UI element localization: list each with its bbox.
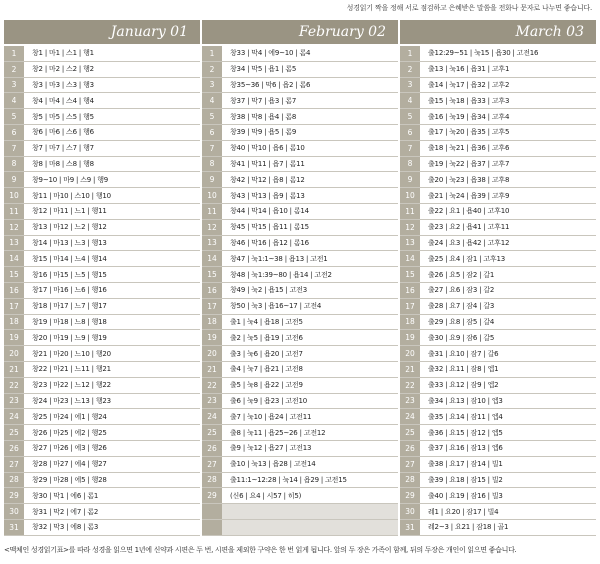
reading-row (202, 157, 398, 173)
day-number: 16 (4, 283, 24, 298)
reading-row (400, 109, 596, 125)
reading-passages: 출21 | 눅24 | 욥39 | 고후9 (420, 188, 596, 203)
reading-row (4, 504, 200, 520)
day-number: 12 (202, 220, 222, 235)
reading-passages: 출28 | 요7 | 잠4 | 갈3 (420, 299, 596, 314)
month-title: March 03 (400, 20, 596, 44)
day-number: 18 (400, 315, 420, 330)
day-number: 30 (4, 504, 24, 519)
reading-passages: 창9~10 | 마9 | 스9 | 행9 (24, 172, 200, 187)
reading-passages: 출16 | 눅19 | 욥34 | 고후4 (420, 109, 596, 124)
reading-row (400, 346, 596, 362)
reading-passages: 출32 | 요11 | 잠8 | 엡1 (420, 362, 596, 377)
reading-row (202, 520, 398, 536)
reading-passages: 창32 | 막3 | 에8 | 롬3 (24, 520, 200, 535)
reading-row (4, 315, 200, 331)
day-number: 15 (4, 267, 24, 282)
day-number: 27 (400, 457, 420, 472)
day-number: 12 (4, 220, 24, 235)
reading-row (202, 425, 398, 441)
reading-row (4, 93, 200, 109)
reading-row (400, 125, 596, 141)
reading-row (202, 204, 398, 220)
day-number: 19 (4, 330, 24, 345)
day-number: 6 (202, 125, 222, 140)
reading-passages: 출33 | 요12 | 잠9 | 엡2 (420, 378, 596, 393)
reading-row (202, 220, 398, 236)
reading-row (4, 457, 200, 473)
day-number: 15 (202, 267, 222, 282)
reading-list (202, 46, 398, 536)
reading-passages: 창38 | 막8 | 욥4 | 롬8 (222, 109, 398, 124)
reading-row (4, 236, 200, 252)
day-number: 8 (202, 157, 222, 172)
reading-row (4, 330, 200, 346)
day-number: 27 (4, 457, 24, 472)
day-number: 8 (400, 157, 420, 172)
reading-passages: 출13 | 눅16 | 욥31 | 고후1 (420, 62, 596, 77)
reading-passages: 레1 | 요20 | 잠17 | 빌4 (420, 504, 596, 519)
reading-passages: 출11:1~12:28 | 눅14 | 욥29 | 고전15 (222, 473, 398, 488)
reading-passages: 창15 | 마14 | 느4 | 행14 (24, 251, 200, 266)
reading-passages: 출3 | 눅6 | 욥20 | 고전7 (222, 346, 398, 361)
reading-passages: 창46 | 막16 | 욥12 | 롬16 (222, 236, 398, 251)
day-number: 20 (4, 346, 24, 361)
reading-row (4, 283, 200, 299)
reading-passages: 창8 | 마8 | 스8 | 행8 (24, 157, 200, 172)
reading-row (400, 251, 596, 267)
reading-passages: 창18 | 마17 | 느7 | 행17 (24, 299, 200, 314)
day-number: 11 (202, 204, 222, 219)
reading-row (400, 267, 596, 283)
day-number: 20 (400, 346, 420, 361)
day-number: 30 (400, 504, 420, 519)
day-number: 22 (4, 378, 24, 393)
reading-passages (222, 520, 398, 535)
reading-row (202, 409, 398, 425)
reading-passages: 창25 | 마24 | 에1 | 행24 (24, 409, 200, 424)
reading-passages: 창22 | 마21 | 느11 | 행21 (24, 362, 200, 377)
reading-passages: 창33 | 막4 | 에9~10 | 롬4 (222, 46, 398, 61)
reading-passages: 창31 | 막2 | 에7 | 롬2 (24, 504, 200, 519)
day-number: 4 (400, 93, 420, 108)
reading-passages: 창37 | 막7 | 욥3 | 롬7 (222, 93, 398, 108)
month-column-february (202, 20, 398, 536)
reading-passages: 출35 | 요14 | 잠11 | 엡4 (420, 409, 596, 424)
reading-row (400, 473, 596, 489)
day-number: 21 (400, 362, 420, 377)
reading-row (202, 299, 398, 315)
day-number (202, 504, 222, 519)
day-number: 22 (202, 378, 222, 393)
day-number: 18 (202, 315, 222, 330)
day-number: 9 (202, 172, 222, 187)
reading-row (400, 504, 596, 520)
reading-row (202, 330, 398, 346)
reading-row (4, 267, 200, 283)
reading-passages: 출34 | 요13 | 잠10 | 엡3 (420, 394, 596, 409)
month-column-march (400, 20, 596, 536)
reading-row (202, 78, 398, 94)
reading-passages: 출25 | 요4 | 잠1 | 고후13 (420, 251, 596, 266)
day-number: 2 (400, 62, 420, 77)
day-number: 25 (400, 425, 420, 440)
reading-passages: 출19 | 눅22 | 욥37 | 고후7 (420, 157, 596, 172)
reading-passages: 창20 | 마19 | 느9 | 행19 (24, 330, 200, 345)
day-number: 13 (400, 236, 420, 251)
reading-row (400, 299, 596, 315)
reading-passages: 창35~36 | 막6 | 욥2 | 롬6 (222, 78, 398, 93)
day-number (202, 520, 222, 535)
reading-row (400, 330, 596, 346)
reading-row (400, 488, 596, 504)
reading-passages: 출40 | 요19 | 잠16 | 빌3 (420, 488, 596, 503)
reading-passages: 출37 | 요16 | 잠13 | 엡6 (420, 441, 596, 456)
reading-passages: 출7 | 눅10 | 욥24 | 고전11 (222, 409, 398, 424)
month-column-january (4, 20, 200, 536)
reading-row (400, 62, 596, 78)
day-number: 23 (202, 394, 222, 409)
reading-passages: 출9 | 눅12 | 욥27 | 고전13 (222, 441, 398, 456)
day-number: 1 (400, 46, 420, 61)
reading-passages: 창49 | 눅2 | 욥15 | 고전3 (222, 283, 398, 298)
day-number: 17 (400, 299, 420, 314)
top-note: 성경읽기 짝을 정해 서로 점검하고 은혜받은 말씀을 전화나 문자로 나누면 좋습니다. (346, 4, 592, 12)
reading-row (4, 188, 200, 204)
day-number: 23 (400, 394, 420, 409)
reading-passages: 창3 | 마3 | 스3 | 행3 (24, 78, 200, 93)
reading-row (400, 520, 596, 536)
reading-passages: 창7 | 마7 | 스7 | 행7 (24, 141, 200, 156)
reading-row (202, 125, 398, 141)
day-number: 3 (202, 78, 222, 93)
reading-passages: 출8 | 눅11 | 욥25~26 | 고전12 (222, 425, 398, 440)
day-number: 10 (202, 188, 222, 203)
reading-row (202, 172, 398, 188)
reading-row (202, 283, 398, 299)
day-number: 7 (202, 141, 222, 156)
reading-passages: 출23 | 요2 | 욥41 | 고후11 (420, 220, 596, 235)
day-number: 11 (400, 204, 420, 219)
reading-row (202, 109, 398, 125)
reading-row (400, 204, 596, 220)
day-number: 10 (400, 188, 420, 203)
day-number: 6 (400, 125, 420, 140)
reading-row (4, 362, 200, 378)
reading-passages: 출10 | 눅13 | 욥28 | 고전14 (222, 457, 398, 472)
day-number: 5 (4, 109, 24, 124)
day-number: 31 (4, 520, 24, 535)
reading-row (4, 62, 200, 78)
day-number: 4 (202, 93, 222, 108)
day-number: 3 (400, 78, 420, 93)
day-number: 19 (400, 330, 420, 345)
reading-list (4, 46, 200, 536)
reading-passages: 레2~3 | 요21 | 잠18 | 골1 (420, 520, 596, 535)
reading-row (400, 157, 596, 173)
day-number: 6 (4, 125, 24, 140)
reading-passages: 창12 | 마11 | 느1 | 행11 (24, 204, 200, 219)
day-number: 9 (4, 172, 24, 187)
day-number: 1 (202, 46, 222, 61)
day-number: 14 (4, 251, 24, 266)
day-number: 17 (4, 299, 24, 314)
reading-passages: 창44 | 막14 | 욥10 | 롬14 (222, 204, 398, 219)
day-number: 1 (4, 46, 24, 61)
reading-passages: 출30 | 요9 | 잠6 | 갈5 (420, 330, 596, 345)
reading-row (4, 109, 200, 125)
reading-row (202, 188, 398, 204)
reading-row (400, 236, 596, 252)
day-number: 24 (4, 409, 24, 424)
reading-passages: 출2 | 눅5 | 욥19 | 고전6 (222, 330, 398, 345)
reading-passages: 출4 | 눅7 | 욥21 | 고전8 (222, 362, 398, 377)
reading-row (400, 78, 596, 94)
reading-passages: 창41 | 막11 | 욥7 | 롬11 (222, 157, 398, 172)
day-number: 29 (400, 488, 420, 503)
reading-passages: 출29 | 요8 | 잠5 | 갈4 (420, 315, 596, 330)
day-number: 22 (400, 378, 420, 393)
reading-row (4, 251, 200, 267)
day-number: 23 (4, 394, 24, 409)
day-number: 26 (202, 441, 222, 456)
reading-passages: 창11 | 마10 | 스10 | 행10 (24, 188, 200, 203)
reading-row (202, 315, 398, 331)
reading-passages: 창24 | 마23 | 느13 | 행23 (24, 394, 200, 409)
reading-passages: 창5 | 마5 | 스5 | 행5 (24, 109, 200, 124)
reading-row (202, 441, 398, 457)
reading-passages: 창47 | 눅1:1~38 | 욥13 | 고전1 (222, 251, 398, 266)
reading-row (4, 441, 200, 457)
reading-passages: 창1 | 마1 | 스1 | 행1 (24, 46, 200, 61)
reading-row (4, 204, 200, 220)
reading-passages: 출12:29~51 | 눅15 | 욥30 | 고전16 (420, 46, 596, 61)
reading-row (202, 236, 398, 252)
reading-row (202, 93, 398, 109)
reading-passages: 창4 | 마4 | 스4 | 행4 (24, 93, 200, 108)
reading-passages: 출1 | 눅4 | 욥18 | 고전5 (222, 315, 398, 330)
reading-passages: 창26 | 마25 | 에2 | 행25 (24, 425, 200, 440)
reading-passages: 창13 | 마12 | 느2 | 행12 (24, 220, 200, 235)
reading-row (400, 141, 596, 157)
day-number: 12 (400, 220, 420, 235)
reading-passages: 창17 | 마16 | 느6 | 행16 (24, 283, 200, 298)
reading-row (202, 488, 398, 504)
reading-passages: 창34 | 막5 | 욥1 | 롬5 (222, 62, 398, 77)
month-title: January 01 (4, 20, 200, 44)
reading-passages: 창19 | 마18 | 느8 | 행18 (24, 315, 200, 330)
day-number: 21 (202, 362, 222, 377)
reading-row (400, 425, 596, 441)
reading-passages: 창42 | 막12 | 욥8 | 롬12 (222, 172, 398, 187)
reading-passages: 출36 | 요15 | 잠12 | 엡5 (420, 425, 596, 440)
reading-row (202, 504, 398, 520)
day-number: 2 (202, 62, 222, 77)
reading-passages: 창45 | 막15 | 욥11 | 롬15 (222, 220, 398, 235)
reading-row (400, 378, 596, 394)
reading-row (4, 394, 200, 410)
reading-passages (222, 504, 398, 519)
reading-row (4, 425, 200, 441)
reading-passages: 출20 | 눅23 | 욥38 | 고후8 (420, 172, 596, 187)
day-number: 25 (202, 425, 222, 440)
reading-passages: 창29 | 마28 | 에5 | 행28 (24, 473, 200, 488)
reading-row (4, 520, 200, 536)
reading-row (202, 378, 398, 394)
day-number: 5 (400, 109, 420, 124)
reading-passages: 출31 | 요10 | 잠7 | 갈6 (420, 346, 596, 361)
reading-row (202, 346, 398, 362)
day-number: 3 (4, 78, 24, 93)
reading-row (4, 46, 200, 62)
day-number: 14 (400, 251, 420, 266)
reading-passages: 출26 | 요5 | 잠2 | 갈1 (420, 267, 596, 282)
day-number: 10 (4, 188, 24, 203)
reading-row (4, 78, 200, 94)
reading-passages: 창48 | 눅1:39~80 | 욥14 | 고전2 (222, 267, 398, 282)
day-number: 29 (4, 488, 24, 503)
reading-row (400, 172, 596, 188)
day-number: 11 (4, 204, 24, 219)
reading-passages: 창40 | 막10 | 욥6 | 롬10 (222, 141, 398, 156)
reading-row (202, 46, 398, 62)
day-number: 25 (4, 425, 24, 440)
reading-passages: 창23 | 마22 | 느12 | 행22 (24, 378, 200, 393)
reading-row (202, 62, 398, 78)
reading-passages: 창30 | 막1 | 에6 | 롬1 (24, 488, 200, 503)
reading-passages: 출22 | 요1 | 욥40 | 고후10 (420, 204, 596, 219)
reading-row (400, 409, 596, 425)
reading-passages: 출6 | 눅9 | 욥23 | 고전10 (222, 394, 398, 409)
day-number: 8 (4, 157, 24, 172)
reading-row (400, 93, 596, 109)
reading-row (4, 473, 200, 489)
reading-list (400, 46, 596, 536)
day-number: 27 (202, 457, 222, 472)
day-number: 16 (202, 283, 222, 298)
reading-row (4, 220, 200, 236)
day-number: 2 (4, 62, 24, 77)
reading-passages: 창27 | 마26 | 에3 | 행26 (24, 441, 200, 456)
reading-passages: 출5 | 눅8 | 욥22 | 고전9 (222, 378, 398, 393)
day-number: 13 (202, 236, 222, 251)
reading-row (202, 394, 398, 410)
reading-row (400, 315, 596, 331)
reading-row (400, 457, 596, 473)
day-number: 28 (4, 473, 24, 488)
reading-row (4, 141, 200, 157)
day-number: 26 (400, 441, 420, 456)
reading-row (202, 251, 398, 267)
day-number: 18 (4, 315, 24, 330)
day-number: 28 (400, 473, 420, 488)
reading-passages: 창2 | 마2 | 스2 | 행2 (24, 62, 200, 77)
day-number: 7 (400, 141, 420, 156)
reading-passages: 창43 | 막13 | 욥9 | 롬13 (222, 188, 398, 203)
month-title: February 02 (202, 20, 398, 44)
day-number: 4 (4, 93, 24, 108)
reading-passages: 출17 | 눅20 | 욥35 | 고후5 (420, 125, 596, 140)
day-number: 5 (202, 109, 222, 124)
day-number: 14 (202, 251, 222, 266)
reading-passages: 출24 | 요3 | 욥42 | 고후12 (420, 236, 596, 251)
day-number: 16 (400, 283, 420, 298)
reading-passages: 창6 | 마6 | 스6 | 행6 (24, 125, 200, 140)
day-number: 15 (400, 267, 420, 282)
reading-row (202, 473, 398, 489)
reading-row (4, 346, 200, 362)
day-number: 31 (400, 520, 420, 535)
reading-row (400, 220, 596, 236)
reading-row (400, 441, 596, 457)
bottom-note: <맥체인 성경읽기표>를 따라 성경을 읽으면 1년에 신약과 시편은 두 번, 시편을 제외한 구약은 한 번 읽게 됩니다. 앞의 두 장은 가족이 함께, 뒤의 두장은 개인이 읽으면 좋습니다. (4, 546, 517, 554)
day-number: 29 (202, 488, 222, 503)
reading-row (400, 283, 596, 299)
reading-row (400, 394, 596, 410)
reading-passages: (신6 | 요4 | 시57 | 히5) (222, 488, 398, 503)
day-number: 26 (4, 441, 24, 456)
day-number: 13 (4, 236, 24, 251)
reading-passages: 출39 | 요18 | 잠15 | 빌2 (420, 473, 596, 488)
reading-passages: 출38 | 요17 | 잠14 | 빌1 (420, 457, 596, 472)
day-number: 28 (202, 473, 222, 488)
day-number: 17 (202, 299, 222, 314)
reading-row (4, 172, 200, 188)
day-number: 24 (400, 409, 420, 424)
reading-row (4, 409, 200, 425)
reading-passages: 출18 | 눅21 | 욥36 | 고후6 (420, 141, 596, 156)
reading-passages: 창14 | 마13 | 느3 | 행13 (24, 236, 200, 251)
reading-passages: 출27 | 요6 | 잠3 | 갈2 (420, 283, 596, 298)
day-number: 9 (400, 172, 420, 187)
reading-row (400, 188, 596, 204)
day-number: 24 (202, 409, 222, 424)
reading-row (4, 378, 200, 394)
reading-row (202, 362, 398, 378)
reading-passages: 창39 | 막9 | 욥5 | 롬9 (222, 125, 398, 140)
day-number: 20 (202, 346, 222, 361)
reading-row (4, 157, 200, 173)
reading-passages: 창16 | 마15 | 느5 | 행15 (24, 267, 200, 282)
reading-passages: 출15 | 눅18 | 욥33 | 고후3 (420, 93, 596, 108)
reading-passages: 창50 | 눅3 | 욥16~17 | 고전4 (222, 299, 398, 314)
reading-row (4, 125, 200, 141)
day-number: 21 (4, 362, 24, 377)
reading-row (4, 488, 200, 504)
reading-row (202, 267, 398, 283)
reading-row (4, 299, 200, 315)
reading-row (400, 46, 596, 62)
day-number: 7 (4, 141, 24, 156)
reading-passages: 창28 | 마27 | 에4 | 행27 (24, 457, 200, 472)
reading-passages: 창21 | 마20 | 느10 | 행20 (24, 346, 200, 361)
reading-row (400, 362, 596, 378)
reading-row (202, 141, 398, 157)
reading-row (202, 457, 398, 473)
day-number: 19 (202, 330, 222, 345)
reading-passages: 출14 | 눅17 | 욥32 | 고후2 (420, 78, 596, 93)
